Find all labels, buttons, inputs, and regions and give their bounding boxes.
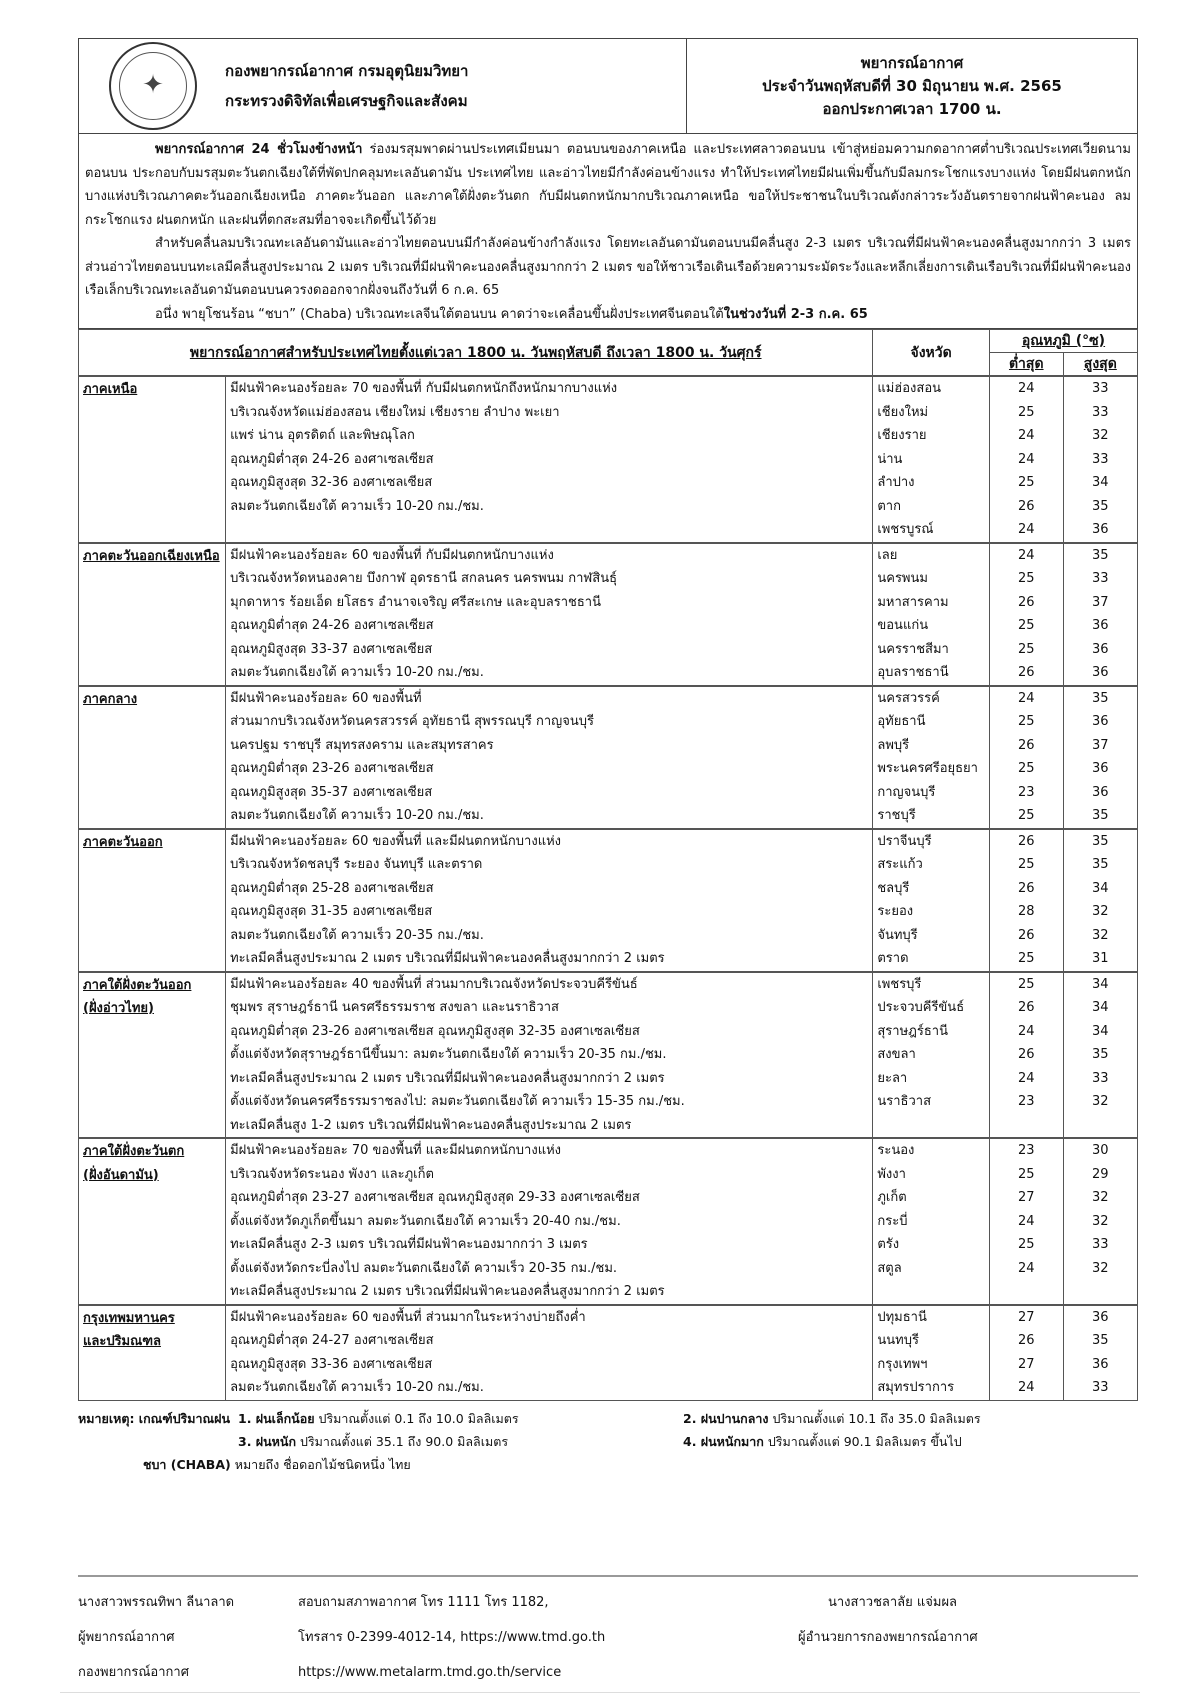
forecast-line: อุณหภูมิสูงสุด 32-36 องศาเซลเซียส — [230, 475, 433, 490]
min-temp: 24 — [1017, 1070, 1035, 1086]
outlook-paragraph-2: สำหรับคลื่นลมบริเวณทะเลอันดามันและอ่าวไทยตอนบนมีกำลังค่อนข้างกำลังแรง โดยทะเลอันดามันตอนบนมีคลื่นสูง 2-3 เมตร บริเวณที่มีฝนฟ้าคะนองคลื่นสูงมากกว่า 3 เมตร ส่วนอ่าวไทยตอนบนทะเลมีคลื่นสูงประมาณ 2 เมตร บริเวณที่มีฝนฟ้าคะนองคลื่นสูงมากกว่า 2 เมตร ขอให้ชาวเรือเดินเรือด้วยความระมัดระวังและหลีกเลี่ยงการเดินเรือบริเวณที่มีฝนฟ้าคะนอง เรือเล็กบริเวณทะเลอันดามันตอนบนควรงดออกจากฝั่งจนถึงวันที่ 6 ก.ค. 65 — [85, 236, 1131, 298]
max-temp-list — [1063, 686, 1137, 829]
max-temp: 37 — [1092, 737, 1109, 753]
forecast-line: ทะเลมีคลื่นสูงประมาณ 2 เมตร บริเวณที่มีฝนฟ้าคะนองคลื่นสูงมากกว่า 2 เมตร — [230, 1284, 665, 1299]
province-name: ยะลา — [877, 1070, 908, 1086]
page-bottom-divider — [60, 1692, 1140, 1693]
rain-level-2: 2. ฝนปานกลาง ปริมาณตั้งแต่ 10.1 ถึง 35.0 มิลลิเมตร — [683, 1410, 981, 1426]
max-temp: 34 — [1092, 475, 1109, 490]
min-temp: 24 — [1017, 522, 1035, 537]
min-temp: 24 — [1017, 1380, 1035, 1395]
forecast-line: ทะเลมีคลื่นสูง 2-3 เมตร บริเวณที่มีฝนฟ้าคะนองมากกว่า 3 เมตร — [230, 1237, 588, 1252]
max-temp: 33 — [1092, 571, 1109, 586]
forecast-line: บริเวณจังหวัดชลบุรี ระยอง จันทบุรี และตราด — [230, 857, 483, 872]
regional-forecast-table — [78, 329, 1138, 1401]
max-temp-list — [1063, 1138, 1137, 1305]
forecast-line: อุณหภูมิต่ำสุด 24-27 องศาเซลเซียส — [230, 1333, 434, 1348]
max-temp: 35 — [1092, 498, 1109, 514]
max-temp: 34 — [1092, 1023, 1109, 1039]
outlook-text: ร่องมรสุมพาดผ่านประเทศเมียนมา ตอนบนของภาคเหนือ และประเทศลาวตอนบน เข้าสู่หย่อมความกดอากาศต่ำบริเวณประเทศเวียดนามตอนบน ประกอบกับมรสุมตะวันตกเฉียงใต้ที่พัดปกคลุมทะเลอันดามัน ประเทศไทย และอ่าวไทยมีกำลังค่อนข้างแรง ทำให้ประเทศไทยมีฝนเพิ่มขึ้นกับมีลมกระโชกแรงบางแห่ง โดยมีฝนตกหนักบางแห่งบริเวณภาคตะวันออกเฉียงเหนือ ภาคตะวันออก และภาคใต้ฝั่งตะวันตก กับมีฝนตกหนักมากบริเวณภาคเหนือ ขอให้ประชาชนในบริเวณดังกล่าวระวังอันตรายจากฝนฟ้าคะนอง ลมกระโชกแรง ฝนตกหนัก และฝนที่ตกสะสมที่อาจจะเกิดขึ้นไว้ด้วย — [85, 142, 1131, 228]
min-temp: 27 — [1017, 1356, 1035, 1372]
province-name: พระนครศรีอยุธยา — [877, 761, 978, 776]
outlook-paragraph-3 — [85, 303, 1131, 327]
min-temp: 25 — [1017, 951, 1035, 966]
doc-issue-time: ออกประกาศเวลา 1700 น. — [822, 99, 1002, 118]
province-list — [873, 1138, 990, 1305]
region-row — [79, 972, 1138, 1139]
region-name — [79, 972, 226, 1139]
min-temp: 25 — [1017, 1237, 1035, 1252]
province-name: เพชรบูรณ์ — [877, 522, 934, 537]
forecast-line: มุกดาหาร ร้อยเอ็ด ยโสธร อำนาจเจริญ ศรีสะเกษ และอุบลราชธานี — [230, 594, 601, 610]
region-title: ภาคตะวันออกเฉียงเหนือ — [83, 548, 220, 564]
max-temp-list — [1063, 376, 1137, 543]
region-title: ภาคใต้ฝั่งตะวันออก — [83, 977, 192, 993]
max-temp: 33 — [1092, 1070, 1109, 1086]
province-list — [873, 972, 990, 1139]
org-name: กองพยากรณ์อากาศ กรมอุตุนิยมวิทยา — [225, 62, 469, 80]
forecast-line: บริเวณจังหวัดแม่ฮ่องสอน เชียงใหม่ เชียงราย ลำปาง พะเยา — [230, 404, 560, 420]
min-temp-header: ต่ำสุด — [989, 353, 1063, 377]
forecast-period-header: พยากรณ์อากาศสำหรับประเทศไทยตั้งแต่เวลา 1800 น. วันพฤหัสบดี ถึงเวลา 1800 น. วันศุกร์ — [79, 330, 873, 377]
chaba-note: ชบา (CHABA) หมายถึง ชื่อดอกไม้ชนิดหนึ่ง ไทย — [143, 1456, 411, 1472]
max-temp: 34 — [1092, 976, 1109, 992]
region-name — [79, 1305, 226, 1401]
doc-title: พยากรณ์อากาศ — [860, 53, 964, 72]
forecast-line: อุณหภูมิสูงสุด 31-35 องศาเซลเซียส — [230, 904, 433, 919]
document-header — [78, 38, 1138, 134]
max-temp: 35 — [1092, 833, 1109, 849]
min-temp: 25 — [1017, 571, 1035, 586]
min-temp: 23 — [1017, 1094, 1035, 1109]
forecast-line: อุณหภูมิสูงสุด 33-36 องศาเซลเซียส — [230, 1356, 433, 1372]
max-temp: 29 — [1092, 1166, 1109, 1182]
forecaster-role: ผู้พยากรณ์อากาศ — [78, 1630, 175, 1645]
max-temp: 36 — [1092, 522, 1109, 537]
min-temp: 28 — [1017, 904, 1035, 919]
region-forecast-text — [226, 972, 873, 1139]
max-temp: 32 — [1092, 1260, 1109, 1276]
province-name: ปราจีนบุรี — [877, 833, 932, 849]
region-name — [79, 686, 226, 829]
forecast-line: อุณหภูมิต่ำสุด 23-26 องศาเซลเซียส — [230, 761, 434, 776]
max-temp: 36 — [1092, 784, 1109, 800]
min-temp: 26 — [1017, 498, 1035, 514]
province-name: นราธิวาส — [877, 1094, 931, 1109]
province-list — [873, 1305, 990, 1401]
province-name: เชียงราย — [877, 428, 927, 443]
province-name: ชลบุรี — [877, 880, 910, 896]
province-name: สระแก้ว — [877, 857, 923, 872]
min-temp: 26 — [1017, 1333, 1035, 1348]
province-header: จังหวัด — [873, 330, 990, 377]
province-name: อุบลราชธานี — [877, 665, 949, 680]
min-temp: 23 — [1017, 1143, 1035, 1158]
max-temp: 33 — [1092, 451, 1109, 467]
max-temp: 37 — [1092, 594, 1109, 610]
forecast-line: มีฝนฟ้าคะนองร้อยละ 60 ของพื้นที่ และมีฝนตกหนักบางแห่ง — [230, 833, 561, 849]
province-name: ขอนแก่น — [877, 618, 929, 633]
min-temp: 25 — [1017, 761, 1035, 776]
max-temp: 36 — [1092, 618, 1109, 633]
min-temp: 24 — [1017, 1023, 1035, 1039]
province-list — [873, 376, 990, 543]
max-temp: 33 — [1092, 404, 1109, 420]
forecaster-name: นางสาวพรรณทิพา ลีนาลาด — [78, 1595, 235, 1610]
min-temp: 26 — [1017, 1000, 1035, 1015]
org-block — [79, 39, 687, 133]
province-name: มหาสารคาม — [877, 594, 949, 610]
min-temp: 24 — [1017, 428, 1035, 443]
min-temp: 26 — [1017, 665, 1035, 680]
title-block — [687, 39, 1137, 133]
rain-level-1: 1. ฝนเล็กน้อย ปริมาณตั้งแต่ 0.1 ถึง 10.0 มิลลิเมตร — [238, 1410, 519, 1426]
min-temp: 24 — [1017, 451, 1035, 467]
region-forecast-text — [226, 1305, 873, 1401]
max-temp: 36 — [1092, 641, 1109, 657]
region-title: ภาคตะวันออก — [83, 834, 163, 850]
province-name: ลำปาง — [877, 475, 915, 490]
max-temp: 32 — [1092, 1094, 1109, 1109]
region-name — [79, 1138, 226, 1305]
province-name: ระยอง — [877, 904, 914, 919]
region-subtitle: (ฝั่งอันดามัน) — [83, 1167, 159, 1183]
max-temp-header: สูงสุด — [1063, 353, 1137, 377]
rain-level-3: 3. ฝนหนัก ปริมาณตั้งแต่ 35.1 ถึง 90.0 มิลลิเมตร — [238, 1433, 509, 1449]
forecast-line: อุณหภูมิต่ำสุด 23-26 องศาเซลเซียส อุณหภูมิสูงสุด 32-35 องศาเซลเซียส — [230, 1023, 640, 1039]
province-name: จันทบุรี — [877, 927, 918, 943]
province-name: แม่ฮ่องสอน — [877, 381, 942, 396]
max-temp-list — [1063, 829, 1137, 972]
region-forecast-text — [226, 543, 873, 686]
note-label: หมายเหตุ: เกณฑ์ปริมาณฝน — [78, 1410, 230, 1426]
min-temp-list — [989, 1305, 1063, 1401]
province-name: สงขลา — [877, 1047, 916, 1062]
min-temp: 25 — [1017, 1166, 1035, 1182]
region-forecast-text — [226, 376, 873, 543]
province-name: กาญจนบุรี — [877, 784, 936, 800]
forecast-line: ตั้งแต่จังหวัดสุราษฎร์ธานีขึ้นมา: ลมตะวันตกเฉียงใต้ ความเร็ว 20-35 กม./ชม. — [230, 1047, 667, 1062]
ministry-name: กระทรวงดิจิทัลเพื่อเศรษฐกิจและสังคม — [225, 92, 468, 110]
forecast-line: ทะเลมีคลื่นสูงประมาณ 2 เมตร บริเวณที่มีฝนฟ้าคะนองคลื่นสูงมากกว่า 2 เมตร — [230, 1070, 665, 1086]
province-list — [873, 543, 990, 686]
forecast-line — [226, 518, 872, 542]
director-name: นางสาวชลาลัย แจ่มผล — [828, 1595, 958, 1610]
region-title: กรุงเทพมหานคร — [83, 1310, 175, 1326]
forecast-line: อุณหภูมิต่ำสุด 24-26 องศาเซลเซียส — [230, 618, 434, 633]
province-name: นนทบุรี — [877, 1333, 919, 1348]
forecast-line: มีฝนฟ้าคะนองร้อยละ 40 ของพื้นที่ ส่วนมากบริเวณจังหวัดประจวบคีรีขันธ์ — [230, 976, 638, 992]
region-row — [79, 829, 1138, 972]
region-row — [79, 686, 1138, 829]
province-name: ประจวบคีรีขันธ์ — [877, 1000, 965, 1015]
min-temp-list — [989, 972, 1063, 1139]
forecast-line: ตั้งแต่จังหวัดนครศรีธรรมราชลงไป: ลมตะวันตกเฉียงใต้ ความเร็ว 15-35 กม./ชม. — [230, 1094, 685, 1109]
forecast-line: ลมตะวันตกเฉียงใต้ ความเร็ว 10-20 กม./ชม. — [230, 1380, 484, 1395]
province-name: นครราชสีมา — [877, 641, 949, 657]
min-temp: 26 — [1017, 833, 1035, 849]
max-temp: 35 — [1092, 690, 1109, 706]
forecast-line: ส่วนมากบริเวณจังหวัดนครสวรรค์ อุทัยธานี สุพรรณบุรี กาญจนบุรี — [230, 714, 594, 729]
max-temp-list — [1063, 543, 1137, 686]
forecast-line: อุณหภูมิสูงสุด 35-37 องศาเซลเซียส — [230, 784, 433, 800]
forecast-line: ลมตะวันตกเฉียงใต้ ความเร็ว 20-35 กม./ชม. — [230, 927, 484, 943]
min-temp — [990, 1280, 1063, 1304]
region-forecast-text — [226, 686, 873, 829]
min-temp: 25 — [1017, 714, 1035, 729]
min-temp: 24 — [1017, 547, 1035, 563]
province-name: ปทุมธานี — [877, 1309, 927, 1325]
province-name: พังงา — [877, 1166, 906, 1182]
forecast-line: แพร่ น่าน อุตรดิตถ์ และพิษณุโลก — [230, 428, 415, 443]
province-name: ภูเก็ต — [877, 1190, 907, 1205]
max-temp: 36 — [1092, 665, 1109, 680]
min-temp: 25 — [1017, 976, 1035, 992]
forecast-line: มีฝนฟ้าคะนองร้อยละ 60 ของพื้นที่ ส่วนมากในระหว่างบ่ายถึงค่ำ — [230, 1309, 586, 1325]
max-temp: 32 — [1092, 428, 1109, 443]
forecast-line: อุณหภูมิสูงสุด 33-37 องศาเซลเซียส — [230, 641, 433, 657]
min-temp-list — [989, 376, 1063, 543]
region-row — [79, 1305, 1138, 1401]
forecast-line: ลมตะวันตกเฉียงใต้ ความเร็ว 10-20 กม./ชม. — [230, 808, 484, 823]
max-temp: 36 — [1092, 761, 1109, 776]
province-name: ราชบุรี — [877, 808, 916, 823]
director-role: ผู้อำนวยการกองพยากรณ์อากาศ — [798, 1630, 978, 1645]
forecast-line: บริเวณจังหวัดหนองคาย บึงกาฬ อุดรธานี สกลนคร นครพนม กาฬสินธุ์ — [230, 571, 618, 586]
region-name — [79, 376, 226, 543]
province-name — [873, 1280, 989, 1304]
province-name: ระนอง — [877, 1143, 915, 1158]
min-temp: 24 — [1017, 381, 1035, 396]
general-outlook — [78, 134, 1138, 329]
forecast-line: มีฝนฟ้าคะนองร้อยละ 60 ของพื้นที่ — [230, 690, 422, 706]
max-temp: 33 — [1092, 1380, 1109, 1395]
province-name: สตูล — [877, 1260, 902, 1276]
region-title: ภาคเหนือ — [83, 382, 138, 397]
forecast-line: ชุมพร สุราษฎร์ธานี นครศรีธรรมราช สงขลา และนราธิวาส — [230, 1000, 559, 1015]
min-temp: 26 — [1017, 880, 1035, 896]
max-temp: 35 — [1092, 1047, 1109, 1062]
min-temp: 26 — [1017, 927, 1035, 943]
region-row — [79, 1138, 1138, 1305]
forecast-line: นครปฐม ราชบุรี สมุทรสงคราม และสมุทรสาคร — [230, 737, 494, 753]
max-temp-list — [1063, 1305, 1137, 1401]
min-temp: 26 — [1017, 594, 1035, 610]
storm-period: ในช่วงวันที่ 2-3 ก.ค. 65 — [723, 306, 868, 322]
province-name: ตาก — [877, 498, 901, 514]
max-temp: 32 — [1092, 1213, 1109, 1229]
rain-level-4: 4. ฝนหนักมาก ปริมาณตั้งแต่ 90.1 มิลลิเมตร ขึ้นไป — [683, 1433, 962, 1449]
storm-text: อนึ่ง พายุโซนร้อน “ชบา” (Chaba) บริเวณทะเลจีนใต้ตอนบน คาดว่าจะเคลื่อนขึ้นฝั่งประเทศจีนตอนใต้ — [155, 306, 724, 322]
min-temp-list — [989, 686, 1063, 829]
max-temp-list — [1063, 972, 1137, 1139]
contact-fax-web[interactable]: โทรสาร 0-2399-4012-14, https://www.tmd.go.th — [298, 1630, 606, 1645]
max-temp: 32 — [1092, 1190, 1109, 1205]
rain-criteria-note — [78, 1407, 1138, 1476]
province-list — [873, 829, 990, 972]
temperature-header: อุณหภูมิ (°ซ) — [989, 330, 1137, 353]
min-temp: 27 — [1017, 1190, 1035, 1205]
forecast-line: บริเวณจังหวัดระนอง พังงา และภูเก็ต — [230, 1166, 434, 1182]
province-name: สุราษฎร์ธานี — [877, 1023, 948, 1039]
forecast-line: อุณหภูมิต่ำสุด 24-26 องศาเซลเซียส — [230, 451, 434, 467]
forecast-document — [78, 38, 1138, 1476]
outlook-paragraph-1 — [85, 138, 1131, 232]
province-name: เชียงใหม่ — [877, 404, 929, 420]
province-name: ลพบุรี — [877, 737, 910, 753]
min-temp-list — [989, 829, 1063, 972]
min-temp: 26 — [1017, 737, 1035, 753]
forecast-line: ลมตะวันตกเฉียงใต้ ความเร็ว 10-20 กม./ชม. — [230, 498, 484, 514]
forecast-line: ทะเลมีคลื่นสูงประมาณ 2 เมตร บริเวณที่มีฝนฟ้าคะนองคลื่นสูงมากกว่า 2 เมตร — [230, 951, 665, 966]
province-name: ตรัง — [877, 1237, 900, 1252]
tmd-seal-icon — [109, 42, 197, 130]
province-name: กระบี่ — [877, 1213, 908, 1229]
forecast-line: อุณหภูมิต่ำสุด 23-27 องศาเซลเซียส อุณหภูมิสูงสุด 29-33 องศาเซลเซียส — [230, 1190, 640, 1205]
province-name: ตราด — [877, 951, 909, 966]
min-temp-list — [989, 543, 1063, 686]
province-list — [873, 686, 990, 829]
region-title: ภาคใต้ฝั่งตะวันตก — [83, 1144, 185, 1159]
forecast-line: ทะเลมีคลื่นสูง 1-2 เมตร บริเวณที่มีฝนฟ้าคะนองคลื่นสูงประมาณ 2 เมตร — [230, 1117, 632, 1133]
province-name: นครพนม — [877, 571, 928, 586]
forecast-line: ลมตะวันตกเฉียงใต้ ความเร็ว 10-20 กม./ชม. — [230, 665, 484, 680]
max-temp: 35 — [1092, 547, 1109, 563]
region-forecast-text — [226, 829, 873, 972]
province-name: น่าน — [877, 451, 903, 467]
min-temp: 24 — [1017, 690, 1035, 706]
min-temp: 27 — [1017, 1309, 1035, 1325]
max-temp: 30 — [1092, 1143, 1109, 1158]
forecast-line: มีฝนฟ้าคะนองร้อยละ 60 ของพื้นที่ กับมีฝนตกหนักบางแห่ง — [230, 547, 554, 563]
region-name — [79, 829, 226, 972]
min-temp: 25 — [1017, 618, 1035, 633]
min-temp: 25 — [1017, 641, 1035, 657]
max-temp: 35 — [1092, 808, 1109, 823]
min-temp: 23 — [1017, 784, 1035, 800]
province-name: สมุทรปราการ — [877, 1380, 955, 1395]
contact-phone: สอบถามสภาพอากาศ โทร 1111 โทร 1182, — [298, 1595, 549, 1610]
min-temp: 25 — [1017, 404, 1035, 420]
max-temp: 34 — [1092, 880, 1109, 896]
max-temp: 36 — [1092, 1309, 1109, 1325]
max-temp: 32 — [1092, 927, 1109, 943]
min-temp — [990, 1114, 1063, 1138]
outlook-heading: พยากรณ์อากาศ 24 ชั่วโมงข้างหน้า — [155, 142, 363, 157]
max-temp: 34 — [1092, 1000, 1109, 1015]
signature-footer — [78, 1575, 1138, 1690]
min-temp: 25 — [1017, 808, 1035, 823]
province-name: อุทัยธานี — [877, 714, 926, 729]
max-temp: 36 — [1092, 714, 1109, 729]
min-temp: 25 — [1017, 857, 1035, 872]
doc-date: ประจำวันพฤหัสบดีที่ 30 มิถุนายน พ.ศ. 2565 — [762, 76, 1062, 95]
min-temp: 24 — [1017, 1213, 1035, 1229]
region-title: ภาคกลาง — [83, 691, 138, 707]
province-name — [873, 1114, 989, 1138]
forecaster-dept: กองพยากรณ์อากาศ — [78, 1665, 189, 1680]
forecast-line: ตั้งแต่จังหวัดภูเก็ตขึ้นมา ลมตะวันตกเฉียงใต้ ความเร็ว 20-40 กม./ชม. — [230, 1213, 621, 1229]
max-temp: 32 — [1092, 904, 1109, 919]
min-temp-list — [989, 1138, 1063, 1305]
min-temp: 25 — [1017, 475, 1035, 490]
region-subtitle: และปริมณฑล — [83, 1334, 161, 1349]
region-row — [79, 543, 1138, 686]
province-name: เพชรบุรี — [877, 976, 922, 992]
region-subtitle: (ฝั่งอ่าวไทย) — [83, 1001, 154, 1016]
province-name: เลย — [877, 547, 898, 563]
province-name: กรุงเทพฯ — [877, 1356, 928, 1372]
max-temp: 33 — [1092, 381, 1109, 396]
max-temp: 31 — [1092, 951, 1109, 966]
max-temp: 33 — [1092, 1237, 1109, 1252]
min-temp: 26 — [1017, 1047, 1035, 1062]
province-name: นครสวรรค์ — [877, 690, 940, 706]
max-temp: 35 — [1092, 1333, 1109, 1348]
min-temp: 24 — [1017, 1260, 1035, 1276]
forecast-line: มีฝนฟ้าคะนองร้อยละ 70 ของพื้นที่ และมีฝนตกหนักบางแห่ง — [230, 1143, 561, 1158]
max-temp — [1064, 1280, 1137, 1304]
forecast-line: อุณหภูมิต่ำสุด 25-28 องศาเซลเซียส — [230, 880, 434, 896]
region-forecast-text — [226, 1138, 873, 1305]
region-name — [79, 543, 226, 686]
metalarm-link[interactable]: https://www.metalarm.tmd.go.th/service — [298, 1665, 562, 1680]
max-temp: 35 — [1092, 857, 1109, 872]
forecast-line: มีฝนฟ้าคะนองร้อยละ 70 ของพื้นที่ กับมีฝนตกหนักถึงหนักมากบางแห่ง — [230, 381, 618, 396]
max-temp — [1064, 1114, 1137, 1138]
forecast-line: ตั้งแต่จังหวัดกระบี่ลงไป ลมตะวันตกเฉียงใต้ ความเร็ว 20-35 กม./ชม. — [230, 1260, 618, 1276]
max-temp: 36 — [1092, 1356, 1109, 1372]
region-row — [79, 376, 1138, 543]
